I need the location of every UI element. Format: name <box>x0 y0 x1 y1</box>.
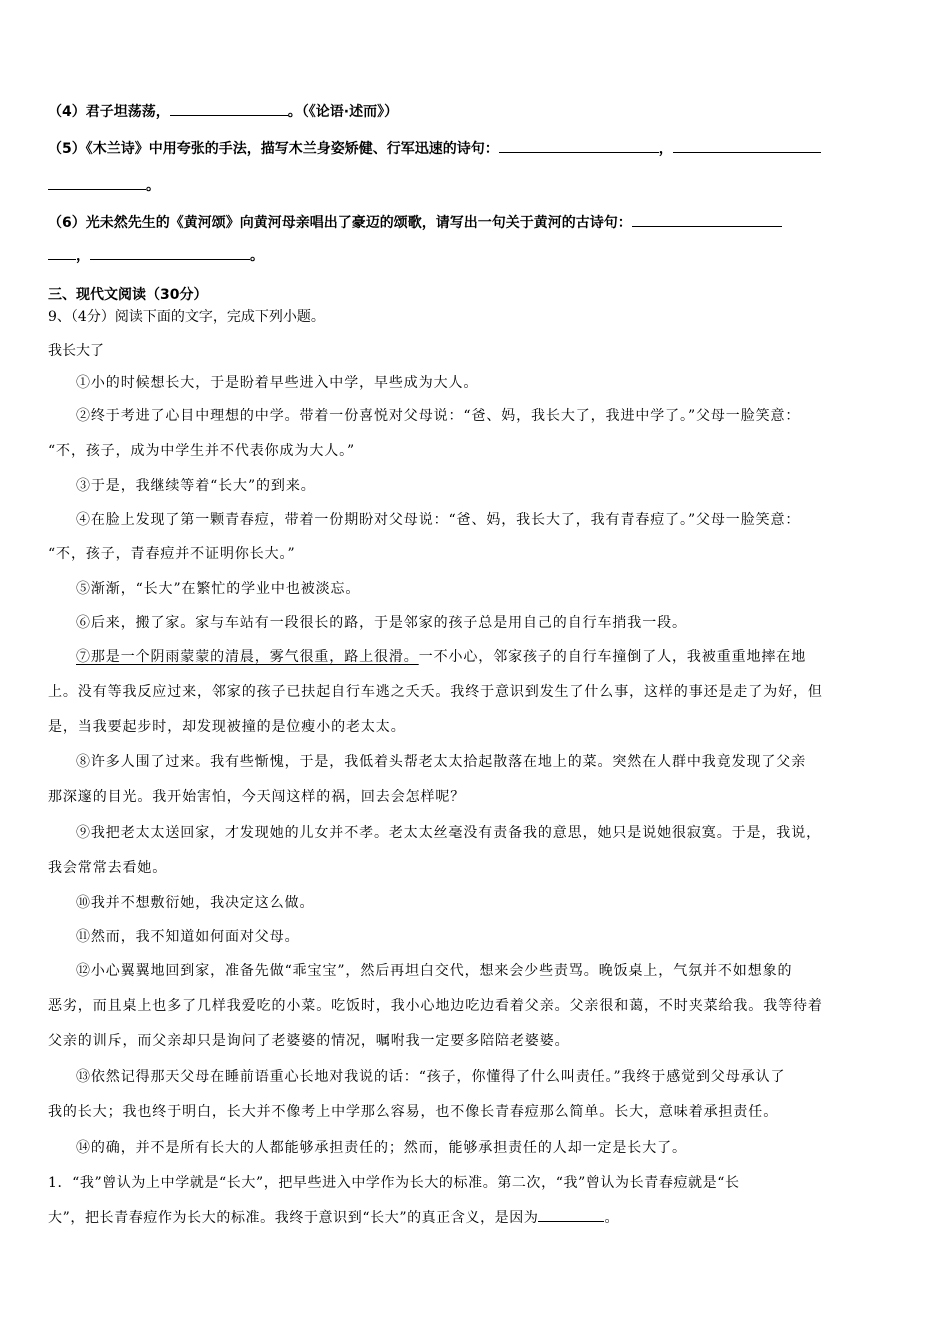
para-7-underlined-sentence: ⑦那是一个阴雨蒙蒙的清晨，雾气很重，路上很滑。 <box>76 649 419 665</box>
para-7-cont-2: 是，当我要起步时，却发现被撞的是位瘦小的老太太。 <box>48 719 406 735</box>
question-1: 1．“我”曾认为上中学就是“长大”，把早些进入中学作为长大的标准。第二次，“我”曾认为长青春痘就是“长 <box>48 1175 740 1191</box>
q6-text: （6）光未然先生的《黄河颂》向黄河母亲唱出了豪迈的颂歌，请写出一句关于黄河的古诗句： <box>48 215 632 231</box>
q5-answer-blank-2[interactable] <box>673 138 821 153</box>
q9-intro: 9、（4分）阅读下面的文字，完成下列小题。 <box>48 309 325 325</box>
q6-answer-blank-1[interactable] <box>632 212 782 227</box>
section-heading: 三、现代文阅读（30分） <box>48 287 208 303</box>
question-5-cont <box>48 175 906 195</box>
q5-comma: ， <box>658 141 673 157</box>
q4-prefix: （4）君子坦荡荡， <box>48 104 170 120</box>
q6-comma: ， <box>76 248 90 264</box>
para-4: ④在脸上发现了第一颗青春痘，带着一份期盼对父母说：“爸、妈，我长大了，我有青春痘了。”父母一脸笑意： <box>76 512 801 528</box>
passage-title: 我长大了 <box>48 343 104 359</box>
para-8: ⑧许多人围了过来。我有些惭愧，于是，我低着头帮老太太拾起散落在地上的菜。突然在人群中我竟发现了父亲 <box>76 754 807 770</box>
para-3: ③于是，我继续等着“长大”的到来。 <box>76 478 316 494</box>
q4-answer-blank[interactable] <box>170 101 288 116</box>
para-7 <box>76 646 906 666</box>
para-13-cont: 我的长大；我也终于明白，长大并不像考上中学那么容易，也不像长青春痘那么简单。长大，意味着承担责任。 <box>48 1104 779 1120</box>
para-9: ⑨我把老太太送回家，才发现她的儿女并不孝。老太太丝毫没有责备我的意思，她只是说她很寂寞。于是，我说， <box>76 825 821 841</box>
para-6: ⑥后来，搬了家。家与车站有一段很长的路，于是邻家的孩子总是用自己的自行车捎我一段。 <box>76 615 687 631</box>
para-12-cont-1: 恶劣，而且桌上也多了几样我爱吃的小菜。吃饭时，我小心地边吃边看着父亲。父亲很和蔼，不时夹菜给我。我等待着 <box>48 998 823 1014</box>
q6-answer-blank-3[interactable] <box>90 245 250 260</box>
para-14: ⑭的确，并不是所有长大的人都能够承担责任的；然而，能够承担责任的人却一定是长大了。 <box>76 1140 687 1156</box>
q1-text: 大”，把长青春痘作为长大的标准。我终于意识到“长大”的真正含义，是因为 <box>48 1210 539 1226</box>
para-7-cont-1: 上。没有等我反应过来，邻家的孩子已扶起自行车逃之夭夭。我终于意识到发生了什么事，这样的事还是走了为好，但 <box>48 684 823 700</box>
para-2-cont: “不，孩子，成为中学生并不代表你成为大人。” <box>48 443 356 459</box>
para-12: ⑫小心翼翼地回到家，准备先做“乖宝宝”，然后再坦白交代，想来会少些责骂。晚饭桌上，气氛并不如想象的 <box>76 963 793 979</box>
q5-text: （5）《木兰诗》中用夸张的手法，描写木兰身姿矫健、行军迅速的诗句： <box>48 141 499 157</box>
para-13: ⑬依然记得那天父母在睡前语重心长地对我说的话：“孩子，你懂得了什么叫责任。”我终于感觉到父母承认了 <box>76 1069 786 1085</box>
q5-answer-blank-3[interactable] <box>48 175 146 190</box>
q4-suffix: 。（《论语·述而》） <box>287 104 399 120</box>
question-1-cont <box>48 1207 906 1227</box>
question-4 <box>48 101 906 121</box>
q1-answer-blank[interactable] <box>538 1207 604 1222</box>
para-8-cont: 那深邃的目光。我开始害怕，今天闯这样的祸，回去会怎样呢？ <box>48 789 466 805</box>
q6-answer-blank-2[interactable] <box>48 245 76 260</box>
para-12-cont-2: 父亲的训斥，而父亲却只是询问了老婆婆的情况，嘱咐我一定要多陪陪老婆婆。 <box>48 1033 570 1049</box>
question-5 <box>48 138 906 158</box>
q1-end: 。 <box>604 1210 620 1226</box>
question-6-cont <box>48 245 906 265</box>
para-9-cont: 我会常常去看她。 <box>48 860 168 876</box>
q5-end: 。 <box>146 178 160 194</box>
para-2: ②终于考进了心目中理想的中学。带着一份喜悦对父母说：“爸、妈，我长大了，我进中学了。”父母一脸笑意： <box>76 408 801 424</box>
para-10: ⑩我并不想敷衍她，我决定这么做。 <box>76 895 315 911</box>
question-6 <box>48 212 906 232</box>
q6-end: 。 <box>250 248 264 264</box>
para-1: ①小的时候想长大，于是盼着早些进入中学，早些成为大人。 <box>76 375 479 391</box>
para-7-rest: 一不小心，邻家孩子的自行车撞倒了人，我被重重地摔在地 <box>418 649 807 665</box>
para-11: ⑪然而，我不知道如何面对父母。 <box>76 929 300 945</box>
para-4-cont: “不，孩子，青春痘并不证明你长大。” <box>48 546 296 562</box>
q5-answer-blank-1[interactable] <box>499 138 659 153</box>
para-5: ⑤渐渐，“长大”在繁忙的学业中也被淡忘。 <box>76 581 361 597</box>
